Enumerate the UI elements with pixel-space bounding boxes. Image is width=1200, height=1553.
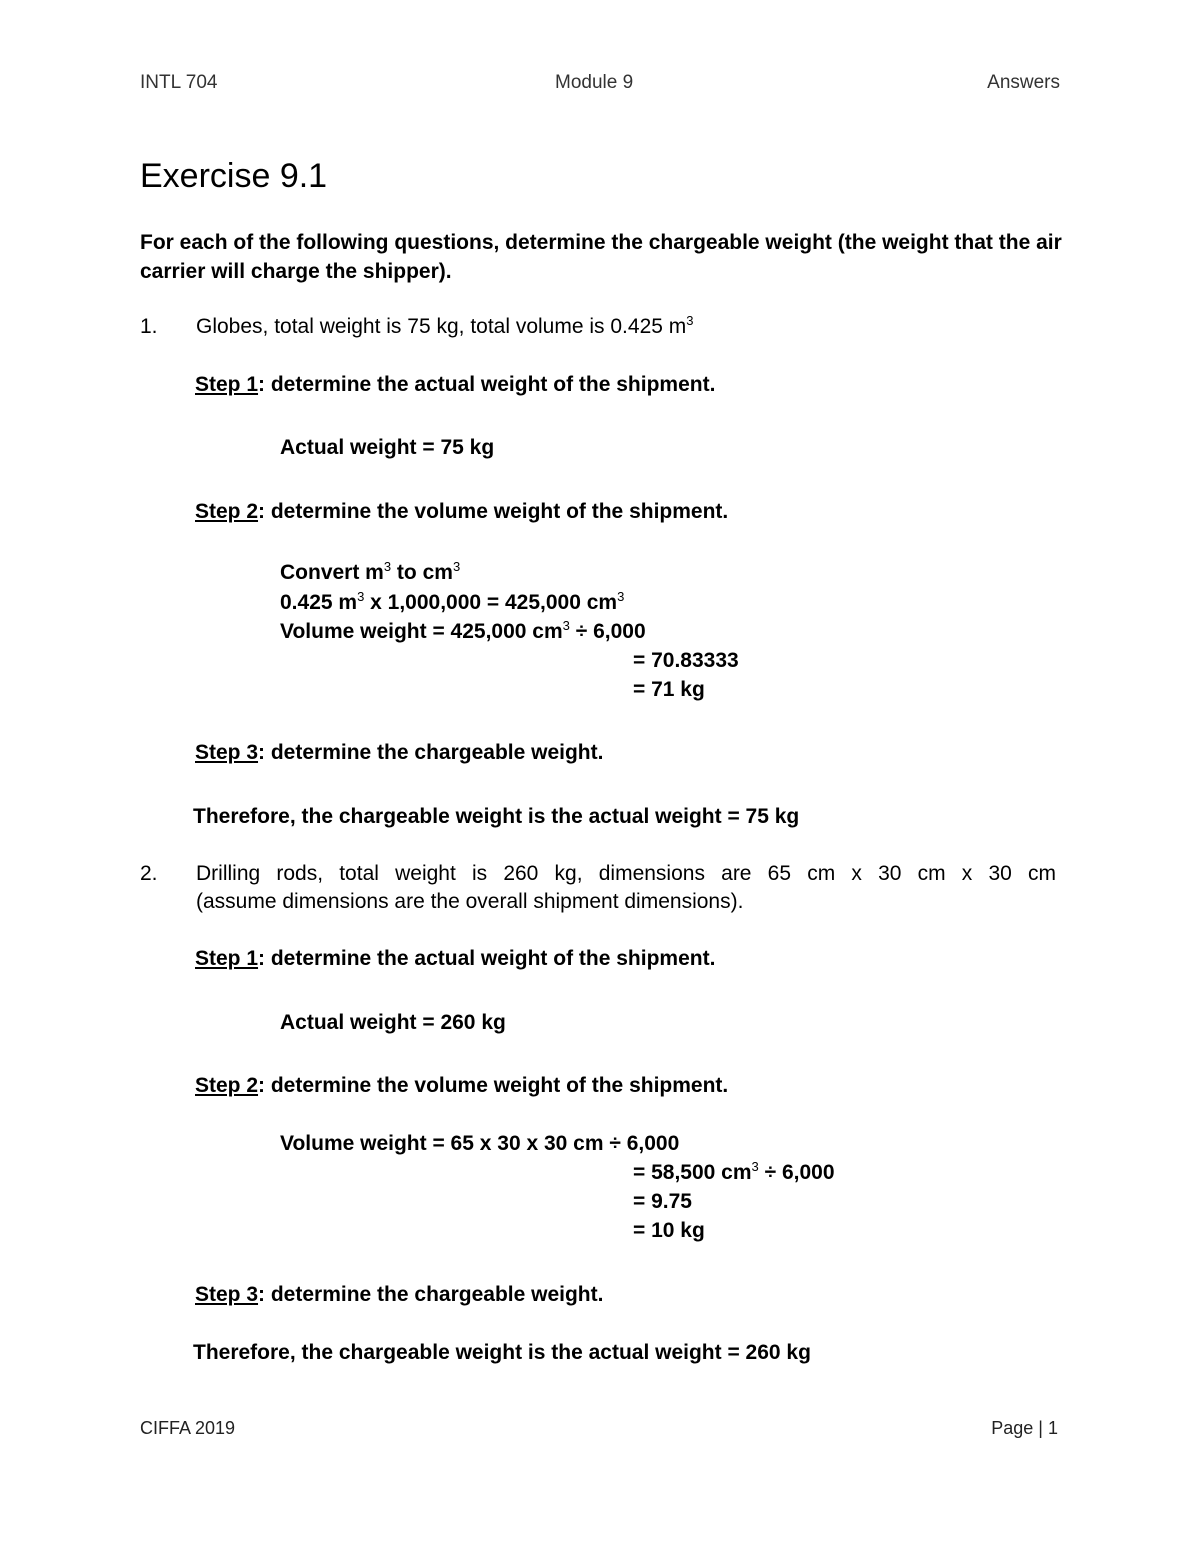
footer-page-number: Page | 1 xyxy=(991,1418,1058,1438)
q1-step2: Step 2: determine the volume weight of the shipment. xyxy=(195,500,729,523)
instructions: For each of the following questions, determine the chargeable weight (the weight that the air carrier will charge the shipper). xyxy=(140,231,1062,283)
q1-actual-weight: Actual weight = 75 kg xyxy=(280,436,495,459)
q2-text-line2: (assume dimensions are the overall shipment dimensions). xyxy=(196,890,744,913)
q2-step3: Step 3: determine the chargeable weight. xyxy=(195,1283,604,1306)
footer-org: CIFFA 2019 xyxy=(140,1418,236,1438)
q1-convert-line: Convert $m^3$ to $cm^3$ xyxy=(280,559,461,584)
q1-step3: Step 3: determine the chargeable weight. xyxy=(195,741,604,764)
q1-volume-weight-calc: Volume weight = 425,000 $cm^3 \div 6,000$ xyxy=(280,618,646,643)
q2-text-line1: Drilling rods, total weight is 260 kg, dimensions are 65 cm x 30 cm x 30 cm xyxy=(196,862,1056,885)
q2-step2: Step 2: determine the volume weight of the shipment. xyxy=(195,1074,729,1097)
q1-text: Globes, total weight is 75 kg, total volume is 0.425 $m^3$ xyxy=(196,313,694,338)
q1-conclusion: Therefore, the chargeable weight is the actual weight = 75 kg xyxy=(193,805,800,828)
header-answers: Answers xyxy=(987,72,1060,93)
header-module: Module 9 xyxy=(555,72,634,93)
q2-volume-weight-calc: Volume weight = 65 x 30 x 30 cm ÷ 6,000 xyxy=(280,1132,680,1155)
q1-conversion-calc: 0.425 $m^3$ x 1,000,000 = 425,000 $cm^3$ xyxy=(280,589,625,614)
q1-step1: Step 1: determine the actual weight of the shipment. xyxy=(195,373,716,396)
q2-conclusion: Therefore, the chargeable weight is the actual weight = 260 kg xyxy=(193,1341,811,1364)
q2-actual-weight: Actual weight = 260 kg xyxy=(280,1011,506,1034)
q1-volume-result: = 70.83333 xyxy=(633,649,739,672)
q2-number: 2. xyxy=(140,862,158,885)
header-course: INTL 704 xyxy=(140,72,218,93)
q2-volume-cm3: = 58,500 $cm^3 \div 6,000$ xyxy=(633,1159,835,1184)
exercise-title: Exercise 9.1 xyxy=(140,157,328,195)
q1-volume-rounded: = 71 kg xyxy=(633,678,705,701)
q2-volume-rounded: = 10 kg xyxy=(633,1219,705,1242)
q1-number: 1. xyxy=(140,315,158,338)
q2-volume-result: = 9.75 xyxy=(633,1190,692,1213)
q2-step1: Step 1: determine the actual weight of the shipment. xyxy=(195,947,716,970)
